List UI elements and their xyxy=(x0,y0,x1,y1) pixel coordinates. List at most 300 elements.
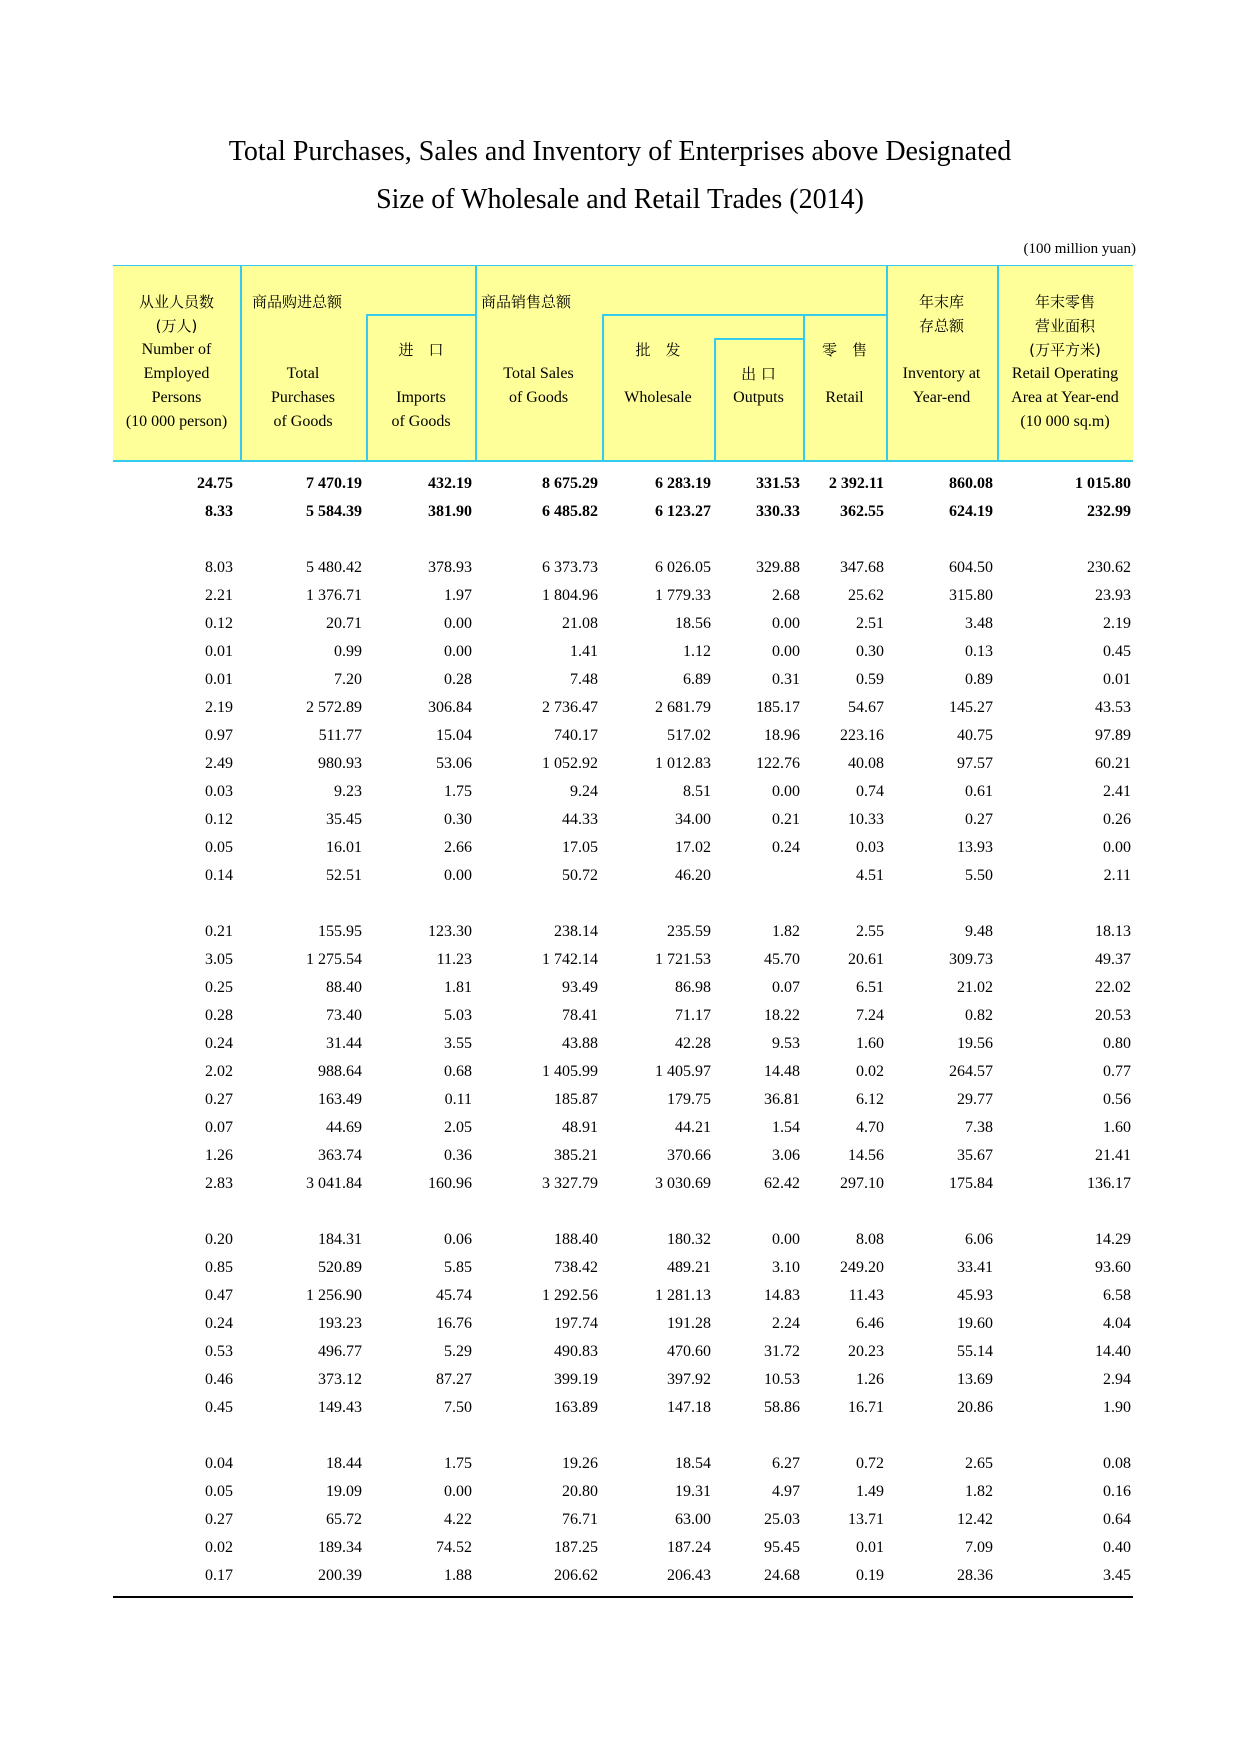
cell-retail: 8.08 xyxy=(856,1231,884,1248)
cell-retail-area: 21.41 xyxy=(1095,1147,1131,1164)
cell-sales: 238.14 xyxy=(554,923,598,940)
cell-purchases: 200.39 xyxy=(318,1567,362,1584)
cell-inventory: 5.50 xyxy=(965,867,993,884)
cell-sales: 1 405.99 xyxy=(542,1063,598,1080)
cell-imports: 15.04 xyxy=(436,727,472,744)
cell-imports: 3.55 xyxy=(444,1035,472,1052)
cell-sales: 385.21 xyxy=(554,1147,598,1164)
cell-retail: 249.20 xyxy=(840,1259,884,1276)
cell-employed: 0.01 xyxy=(205,671,233,688)
cell-outputs: 0.21 xyxy=(772,811,800,828)
divider xyxy=(602,314,887,316)
table-row xyxy=(0,472,1240,496)
cell-inventory: 40.75 xyxy=(957,727,993,744)
title-line-2: Size of Wholesale and Retail Trades (2014) xyxy=(376,184,864,215)
cell-inventory: 45.93 xyxy=(957,1287,993,1304)
cell-inventory: 55.14 xyxy=(957,1343,993,1360)
cell-retail: 297.10 xyxy=(840,1175,884,1192)
cell-outputs: 0.00 xyxy=(772,1231,800,1248)
cell-wholesale: 179.75 xyxy=(667,1091,711,1108)
table-row xyxy=(0,1396,1240,1420)
cell-sales: 3 327.79 xyxy=(542,1175,598,1192)
cell-inventory: 97.57 xyxy=(957,755,993,772)
cell-wholesale: 489.21 xyxy=(667,1259,711,1276)
cell-employed: 0.17 xyxy=(205,1567,233,1584)
cell-retail-area: 0.64 xyxy=(1103,1511,1131,1528)
cell-wholesale: 180.32 xyxy=(667,1231,711,1248)
table-row xyxy=(0,1508,1240,1532)
cell-outputs: 331.53 xyxy=(756,475,800,492)
cell-retail: 13.71 xyxy=(848,1511,884,1528)
cell-wholesale: 1 721.53 xyxy=(655,951,711,968)
cell-inventory: 35.67 xyxy=(957,1147,993,1164)
cell-retail-area: 0.40 xyxy=(1103,1539,1131,1556)
cell-outputs: 10.53 xyxy=(764,1371,800,1388)
cell-wholesale: 34.00 xyxy=(675,811,711,828)
cell-imports: 2.05 xyxy=(444,1119,472,1136)
table-row xyxy=(0,1116,1240,1140)
cell-imports: 1.97 xyxy=(444,587,472,604)
cell-purchases: 1 376.71 xyxy=(306,587,362,604)
cell-wholesale: 18.54 xyxy=(675,1455,711,1472)
header-bottom-border xyxy=(113,460,1133,462)
table-row xyxy=(0,612,1240,636)
cell-retail-area: 20.53 xyxy=(1095,1007,1131,1024)
cell-employed: 0.12 xyxy=(205,811,233,828)
cell-inventory: 175.84 xyxy=(949,1175,993,1192)
cell-wholesale: 206.43 xyxy=(667,1567,711,1584)
cell-wholesale: 18.56 xyxy=(675,615,711,632)
cell-outputs: 31.72 xyxy=(764,1343,800,1360)
cell-outputs: 0.24 xyxy=(772,839,800,856)
cell-retail: 362.55 xyxy=(840,503,884,520)
cell-wholesale: 86.98 xyxy=(675,979,711,996)
cell-purchases: 988.64 xyxy=(318,1063,362,1080)
cell-employed: 0.27 xyxy=(205,1091,233,1108)
table-row xyxy=(0,1368,1240,1392)
cell-imports: 4.22 xyxy=(444,1511,472,1528)
cell-retail: 4.51 xyxy=(856,867,884,884)
header-purchases-en: Total Purchases of Goods xyxy=(271,365,335,430)
cell-sales: 6 485.82 xyxy=(542,503,598,520)
table-row xyxy=(0,948,1240,972)
cell-wholesale: 6 026.05 xyxy=(655,559,711,576)
cell-employed: 0.12 xyxy=(205,615,233,632)
cell-wholesale: 1 779.33 xyxy=(655,587,711,604)
cell-outputs: 58.86 xyxy=(764,1399,800,1416)
cell-wholesale: 397.92 xyxy=(667,1371,711,1388)
cell-inventory: 28.36 xyxy=(957,1567,993,1584)
cell-retail-area: 0.08 xyxy=(1103,1455,1131,1472)
cell-imports: 16.76 xyxy=(436,1315,472,1332)
cell-employed: 1.26 xyxy=(205,1147,233,1164)
table-row xyxy=(0,1256,1240,1280)
cell-purchases: 9.23 xyxy=(334,783,362,800)
cell-employed: 8.03 xyxy=(205,559,233,576)
cell-inventory: 33.41 xyxy=(957,1259,993,1276)
cell-outputs: 24.68 xyxy=(764,1567,800,1584)
table-row xyxy=(0,640,1240,664)
cell-retail: 11.43 xyxy=(848,1287,884,1304)
cell-sales: 8 675.29 xyxy=(542,475,598,492)
cell-outputs: 0.00 xyxy=(772,783,800,800)
cell-inventory: 29.77 xyxy=(957,1091,993,1108)
cell-imports: 74.52 xyxy=(436,1539,472,1556)
header-sales-zh: 商品销售总额 xyxy=(481,293,572,311)
cell-employed: 0.05 xyxy=(205,1483,233,1500)
table-row xyxy=(0,864,1240,888)
cell-employed: 0.07 xyxy=(205,1119,233,1136)
cell-employed: 0.53 xyxy=(205,1343,233,1360)
cell-retail-area: 97.89 xyxy=(1095,727,1131,744)
cell-sales: 187.25 xyxy=(554,1539,598,1556)
cell-wholesale: 1 012.83 xyxy=(655,755,711,772)
cell-purchases: 31.44 xyxy=(326,1035,362,1052)
cell-purchases: 2 572.89 xyxy=(306,699,362,716)
cell-retail: 347.68 xyxy=(840,559,884,576)
cell-retail: 2.51 xyxy=(856,615,884,632)
cell-retail-area: 0.00 xyxy=(1103,839,1131,856)
cell-purchases: 1 256.90 xyxy=(306,1287,362,1304)
cell-retail: 14.56 xyxy=(848,1147,884,1164)
table-row xyxy=(0,780,1240,804)
cell-sales: 6 373.73 xyxy=(542,559,598,576)
cell-employed: 0.28 xyxy=(205,1007,233,1024)
cell-purchases: 511.77 xyxy=(318,727,362,744)
unit-label: (100 million yuan) xyxy=(1023,241,1136,257)
cell-wholesale: 1.12 xyxy=(683,643,711,660)
cell-inventory: 20.86 xyxy=(957,1399,993,1416)
cell-imports: 0.00 xyxy=(444,867,472,884)
cell-inventory: 145.27 xyxy=(949,699,993,716)
cell-purchases: 20.71 xyxy=(326,615,362,632)
cell-employed: 0.24 xyxy=(205,1035,233,1052)
cell-sales: 399.19 xyxy=(554,1371,598,1388)
cell-outputs: 0.07 xyxy=(772,979,800,996)
header-retail-area: 年末零售 营业面积 (万平方米) Retail Operating Area at Year-end (10 000 sq.m) xyxy=(1011,293,1119,430)
cell-purchases: 44.69 xyxy=(326,1119,362,1136)
cell-outputs: 18.96 xyxy=(764,727,800,744)
cell-sales: 1 742.14 xyxy=(542,951,598,968)
cell-inventory: 7.09 xyxy=(965,1539,993,1556)
cell-outputs: 122.76 xyxy=(756,755,800,772)
cell-inventory: 264.57 xyxy=(949,1063,993,1080)
table-row xyxy=(0,1284,1240,1308)
cell-sales: 490.83 xyxy=(554,1343,598,1360)
cell-retail-area: 232.99 xyxy=(1087,503,1131,520)
cell-purchases: 65.72 xyxy=(326,1511,362,1528)
cell-wholesale: 63.00 xyxy=(675,1511,711,1528)
cell-imports: 2.66 xyxy=(444,839,472,856)
cell-inventory: 0.61 xyxy=(965,783,993,800)
cell-retail-area: 0.77 xyxy=(1103,1063,1131,1080)
cell-imports: 0.68 xyxy=(444,1063,472,1080)
cell-employed: 0.01 xyxy=(205,643,233,660)
cell-employed: 0.04 xyxy=(205,1455,233,1472)
table-row xyxy=(0,1088,1240,1112)
header-top-border xyxy=(113,265,1133,266)
cell-sales: 2 736.47 xyxy=(542,699,598,716)
cell-inventory: 21.02 xyxy=(957,979,993,996)
cell-outputs: 14.48 xyxy=(764,1063,800,1080)
cell-inventory: 860.08 xyxy=(949,475,993,492)
cell-purchases: 7 470.19 xyxy=(306,475,362,492)
cell-sales: 197.74 xyxy=(554,1315,598,1332)
cell-employed: 0.05 xyxy=(205,839,233,856)
cell-inventory: 309.73 xyxy=(949,951,993,968)
cell-wholesale: 1 281.13 xyxy=(655,1287,711,1304)
cell-inventory: 19.60 xyxy=(957,1315,993,1332)
divider xyxy=(714,338,804,340)
cell-wholesale: 71.17 xyxy=(675,1007,711,1024)
cell-imports: 5.03 xyxy=(444,1007,472,1024)
table-row xyxy=(0,1032,1240,1056)
table-row xyxy=(0,556,1240,580)
cell-purchases: 88.40 xyxy=(326,979,362,996)
cell-employed: 2.49 xyxy=(205,755,233,772)
cell-imports: 1.75 xyxy=(444,783,472,800)
cell-purchases: 5 480.42 xyxy=(306,559,362,576)
cell-retail-area: 1.60 xyxy=(1103,1119,1131,1136)
cell-outputs: 329.88 xyxy=(756,559,800,576)
cell-imports: 0.36 xyxy=(444,1147,472,1164)
cell-outputs: 4.97 xyxy=(772,1483,800,1500)
cell-employed: 0.14 xyxy=(205,867,233,884)
cell-retail-area: 0.56 xyxy=(1103,1091,1131,1108)
cell-retail-area: 1.90 xyxy=(1103,1399,1131,1416)
cell-wholesale: 2 681.79 xyxy=(655,699,711,716)
cell-sales: 17.05 xyxy=(562,839,598,856)
cell-sales: 9.24 xyxy=(570,783,598,800)
cell-wholesale: 6 123.27 xyxy=(655,503,711,520)
cell-sales: 185.87 xyxy=(554,1091,598,1108)
cell-employed: 2.02 xyxy=(205,1063,233,1080)
cell-employed: 3.05 xyxy=(205,951,233,968)
cell-outputs: 2.68 xyxy=(772,587,800,604)
cell-imports: 0.06 xyxy=(444,1231,472,1248)
table-bottom-border xyxy=(113,1596,1133,1598)
cell-retail-area: 2.19 xyxy=(1103,615,1131,632)
cell-purchases: 52.51 xyxy=(326,867,362,884)
cell-retail: 6.12 xyxy=(856,1091,884,1108)
cell-outputs: 18.22 xyxy=(764,1007,800,1024)
table-row xyxy=(0,1004,1240,1028)
cell-purchases: 155.95 xyxy=(318,923,362,940)
cell-wholesale: 147.18 xyxy=(667,1399,711,1416)
cell-retail: 6.46 xyxy=(856,1315,884,1332)
cell-retail: 1.60 xyxy=(856,1035,884,1052)
cell-retail: 0.74 xyxy=(856,783,884,800)
cell-inventory: 12.42 xyxy=(957,1511,993,1528)
cell-retail: 2.55 xyxy=(856,923,884,940)
table-row xyxy=(0,1060,1240,1084)
cell-imports: 5.85 xyxy=(444,1259,472,1276)
cell-inventory: 3.48 xyxy=(965,615,993,632)
cell-inventory: 0.89 xyxy=(965,671,993,688)
divider xyxy=(366,314,476,316)
cell-imports: 53.06 xyxy=(436,755,472,772)
cell-purchases: 7.20 xyxy=(334,671,362,688)
cell-inventory: 9.48 xyxy=(965,923,993,940)
cell-imports: 160.96 xyxy=(428,1175,472,1192)
cell-purchases: 35.45 xyxy=(326,811,362,828)
cell-imports: 0.30 xyxy=(444,811,472,828)
cell-retail: 7.24 xyxy=(856,1007,884,1024)
table-row xyxy=(0,1228,1240,1252)
cell-retail-area: 4.04 xyxy=(1103,1315,1131,1332)
header-wholesale: 批 发 Wholesale xyxy=(624,341,692,406)
cell-retail: 1.49 xyxy=(856,1483,884,1500)
cell-outputs: 95.45 xyxy=(764,1539,800,1556)
table-row xyxy=(0,1480,1240,1504)
cell-sales: 93.49 xyxy=(562,979,598,996)
cell-outputs: 62.42 xyxy=(764,1175,800,1192)
cell-purchases: 3 041.84 xyxy=(306,1175,362,1192)
cell-imports: 0.00 xyxy=(444,1483,472,1500)
cell-imports: 0.11 xyxy=(444,1091,472,1108)
table-row xyxy=(0,724,1240,748)
cell-imports: 1.81 xyxy=(444,979,472,996)
cell-outputs: 45.70 xyxy=(764,951,800,968)
cell-purchases: 520.89 xyxy=(318,1259,362,1276)
cell-retail: 0.59 xyxy=(856,671,884,688)
cell-retail: 10.33 xyxy=(848,811,884,828)
cell-sales: 1 292.56 xyxy=(542,1287,598,1304)
cell-purchases: 980.93 xyxy=(318,755,362,772)
cell-inventory: 6.06 xyxy=(965,1231,993,1248)
table-row xyxy=(0,1452,1240,1476)
cell-imports: 123.30 xyxy=(428,923,472,940)
cell-employed: 0.97 xyxy=(205,727,233,744)
cell-retail-area: 18.13 xyxy=(1095,923,1131,940)
cell-outputs: 6.27 xyxy=(772,1455,800,1472)
table-row xyxy=(0,1144,1240,1168)
cell-retail-area: 14.40 xyxy=(1095,1343,1131,1360)
cell-retail-area: 0.45 xyxy=(1103,643,1131,660)
cell-wholesale: 44.21 xyxy=(675,1119,711,1136)
cell-imports: 1.75 xyxy=(444,1455,472,1472)
cell-employed: 0.20 xyxy=(205,1231,233,1248)
cell-outputs: 0.31 xyxy=(772,671,800,688)
cell-inventory: 1.82 xyxy=(965,1483,993,1500)
header-imports: 进 口 Imports of Goods xyxy=(391,341,451,430)
header-retail: 零 售 Retail xyxy=(821,341,867,406)
cell-wholesale: 46.20 xyxy=(675,867,711,884)
cell-inventory: 0.13 xyxy=(965,643,993,660)
cell-purchases: 19.09 xyxy=(326,1483,362,1500)
cell-retail-area: 0.80 xyxy=(1103,1035,1131,1052)
cell-outputs: 36.81 xyxy=(764,1091,800,1108)
cell-sales: 48.91 xyxy=(562,1119,598,1136)
cell-purchases: 189.34 xyxy=(318,1539,362,1556)
cell-retail-area: 0.16 xyxy=(1103,1483,1131,1500)
cell-retail: 25.62 xyxy=(848,587,884,604)
cell-wholesale: 235.59 xyxy=(667,923,711,940)
cell-wholesale: 187.24 xyxy=(667,1539,711,1556)
cell-inventory: 7.38 xyxy=(965,1119,993,1136)
cell-outputs: 330.33 xyxy=(756,503,800,520)
table-row xyxy=(0,1172,1240,1196)
cell-retail-area: 60.21 xyxy=(1095,755,1131,772)
cell-retail-area: 2.41 xyxy=(1103,783,1131,800)
cell-inventory: 604.50 xyxy=(949,559,993,576)
table-row xyxy=(0,1312,1240,1336)
cell-wholesale: 370.66 xyxy=(667,1147,711,1164)
table-row xyxy=(0,976,1240,1000)
cell-inventory: 13.69 xyxy=(957,1371,993,1388)
cell-outputs: 1.82 xyxy=(772,923,800,940)
cell-wholesale: 8.51 xyxy=(683,783,711,800)
cell-inventory: 13.93 xyxy=(957,839,993,856)
cell-retail: 0.30 xyxy=(856,643,884,660)
table-row xyxy=(0,1536,1240,1560)
table-row xyxy=(0,836,1240,860)
cell-purchases: 496.77 xyxy=(318,1343,362,1360)
cell-imports: 87.27 xyxy=(436,1371,472,1388)
cell-employed: 2.83 xyxy=(205,1175,233,1192)
cell-retail-area: 43.53 xyxy=(1095,699,1131,716)
cell-retail: 0.72 xyxy=(856,1455,884,1472)
cell-retail: 40.08 xyxy=(848,755,884,772)
cell-imports: 0.28 xyxy=(444,671,472,688)
cell-purchases: 363.74 xyxy=(318,1147,362,1164)
cell-employed: 0.24 xyxy=(205,1315,233,1332)
cell-retail-area: 49.37 xyxy=(1095,951,1131,968)
cell-employed: 8.33 xyxy=(205,503,233,520)
table-row xyxy=(0,500,1240,524)
cell-retail-area: 0.01 xyxy=(1103,671,1131,688)
cell-retail: 1.26 xyxy=(856,1371,884,1388)
cell-imports: 7.50 xyxy=(444,1399,472,1416)
cell-purchases: 0.99 xyxy=(334,643,362,660)
cell-retail-area: 22.02 xyxy=(1095,979,1131,996)
cell-imports: 306.84 xyxy=(428,699,472,716)
cell-wholesale: 470.60 xyxy=(667,1343,711,1360)
cell-retail: 2 392.11 xyxy=(828,475,884,492)
cell-outputs: 0.00 xyxy=(772,615,800,632)
cell-employed: 0.21 xyxy=(205,923,233,940)
cell-wholesale: 1 405.97 xyxy=(655,1063,711,1080)
cell-sales: 7.48 xyxy=(570,671,598,688)
cell-employed: 0.46 xyxy=(205,1371,233,1388)
cell-outputs: 14.83 xyxy=(764,1287,800,1304)
table-row xyxy=(0,752,1240,776)
cell-imports: 1.88 xyxy=(444,1567,472,1584)
cell-wholesale: 19.31 xyxy=(675,1483,711,1500)
cell-retail: 4.70 xyxy=(856,1119,884,1136)
cell-outputs: 3.10 xyxy=(772,1259,800,1276)
cell-wholesale: 3 030.69 xyxy=(655,1175,711,1192)
cell-retail-area: 23.93 xyxy=(1095,587,1131,604)
table-row xyxy=(0,1564,1240,1588)
cell-sales: 188.40 xyxy=(554,1231,598,1248)
cell-inventory: 0.27 xyxy=(965,811,993,828)
header-inventory: 年末库 存总额 Inventory at Year-end xyxy=(902,293,981,406)
cell-inventory: 0.82 xyxy=(965,1007,993,1024)
cell-sales: 1.41 xyxy=(570,643,598,660)
cell-sales: 1 804.96 xyxy=(542,587,598,604)
table-row xyxy=(0,696,1240,720)
cell-outputs: 9.53 xyxy=(772,1035,800,1052)
cell-imports: 432.19 xyxy=(428,475,472,492)
cell-retail-area: 3.45 xyxy=(1103,1567,1131,1584)
table-row xyxy=(0,584,1240,608)
cell-sales: 20.80 xyxy=(562,1483,598,1500)
cell-retail: 20.23 xyxy=(848,1343,884,1360)
cell-imports: 45.74 xyxy=(436,1287,472,1304)
header-employed: 从业人员数 (万人) Number of Employed Persons (10 000 person) xyxy=(125,293,228,430)
cell-retail-area: 0.26 xyxy=(1103,811,1131,828)
